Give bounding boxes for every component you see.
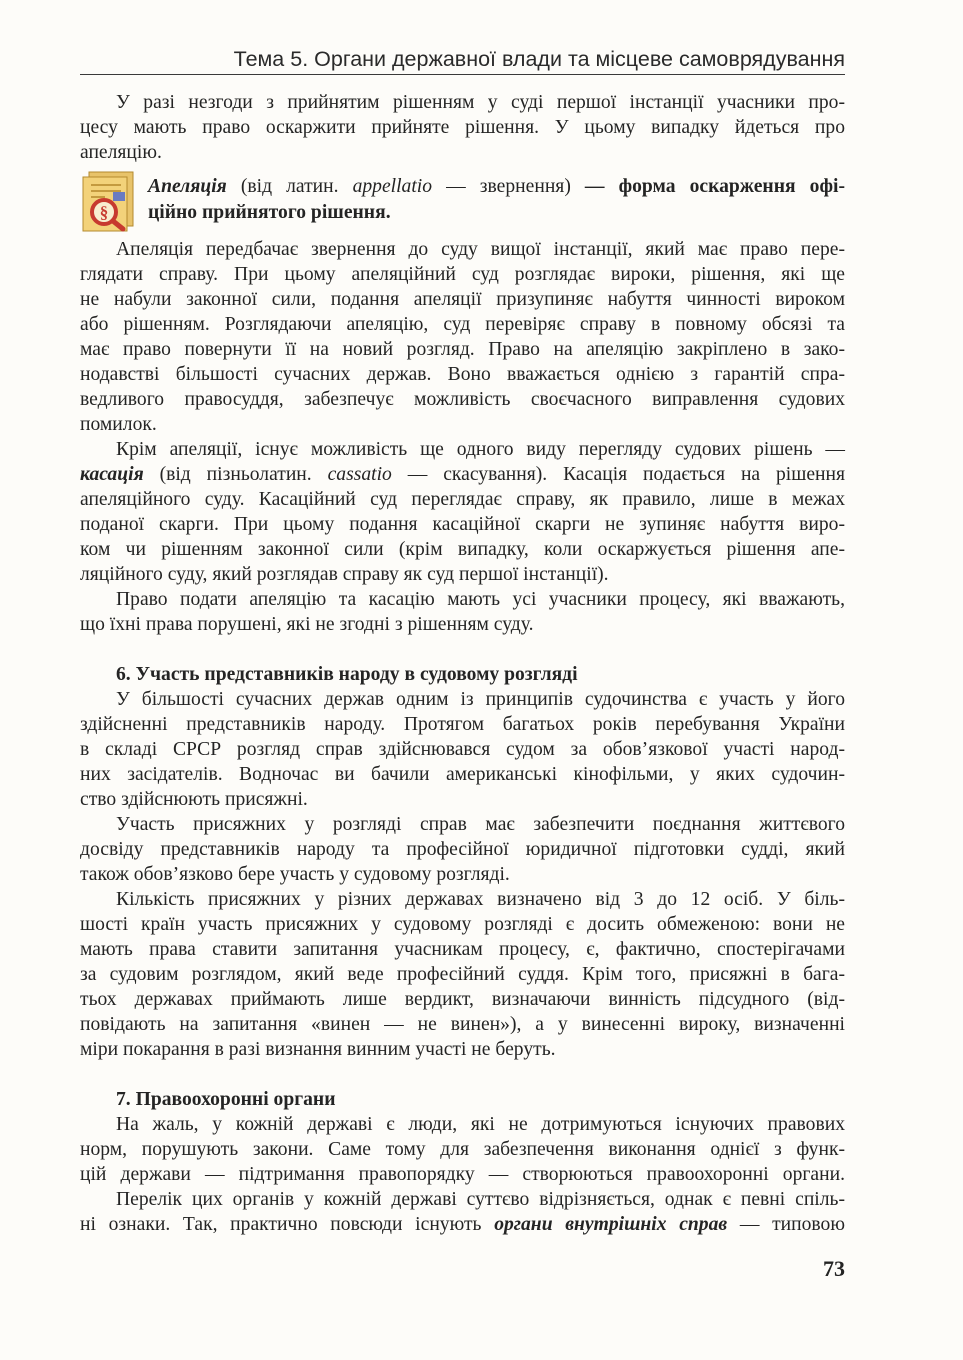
definition-text: — форма оскарження офі- — [584, 176, 845, 197]
definition-line — [148, 174, 845, 199]
header-divider — [80, 74, 845, 75]
text-line: норм, порушують закони. Саме тому для забезпечення виконання однієї з функ- — [80, 1139, 845, 1160]
text-line: за судовим розглядом, який веде професійний суддя. Крім того, присяжні в бага- — [80, 964, 845, 985]
text-line: здійсненні представників народу. Протягом багатьох років перебування України — [80, 714, 845, 735]
text-line: цесу мають право оскаржити прийняте рішення. У цьому випадку йдеться про — [80, 117, 845, 138]
text-line — [80, 1212, 845, 1237]
section-heading-6: 6. Участь представників народу в судовому розгляді — [116, 664, 578, 685]
text-line: ляційного суду, який розглядав справу як суд першої інстанції). — [80, 564, 609, 585]
definition-origin: (від латин. — [240, 176, 339, 197]
text-line: має право повернути її на новий розгляд. Право на апеляцію закріплено в зако- — [80, 339, 845, 360]
text-line — [80, 462, 845, 487]
section-heading-7: 7. Правоохоронні органи — [116, 1089, 336, 1110]
definition-origin-meaning: — звернення) — [446, 176, 571, 197]
text-line: апеляційного суду. Касаційний суд переглядає справу, як правило, лише в межах — [80, 489, 845, 510]
text-line: або рішенням. Розглядаючи апеляцію, суд перевіряє справу в повному обсязі та — [80, 314, 845, 335]
text-line: У більшості сучасних держав одним із принципів судочинства є участь у його — [116, 689, 845, 710]
text-line: ком чи рішенням законної сили (крім випадку, коли оскаржується рішення апе- — [80, 539, 845, 560]
running-header-title: Тема 5. Органи державної влади та місцеве самоврядування — [233, 47, 845, 71]
svg-text:§: § — [99, 203, 109, 222]
page-number: 73 — [823, 1256, 845, 1281]
text-fragment: — скасування). Касація подається на рішення — [407, 464, 846, 485]
text-fragment: (від пізньолатин. — [159, 464, 312, 485]
text-line: Участь присяжних у розгляді справ має забезпечити поєднання життєвого — [116, 814, 845, 835]
text-line: повідають на запитання «винен — не винен»), а у винесенні вироку, визначенні — [80, 1014, 845, 1035]
text-line: нодавстві більшості сучасних держав. Воно вважається однією з гарантій спра- — [80, 364, 845, 385]
text-line: ведливого правосуддя, забезпечує можливість своєчасного виправлення судових — [80, 389, 845, 410]
definition-term: Апеляція — [148, 176, 227, 197]
text-line: ство здійснюють присяжні. — [80, 789, 308, 810]
text-line: мають права ставити запитання учасникам процесу, є, фактично, спостерігачами — [80, 939, 845, 960]
term-internal-affairs: органи внутрішніх справ — [494, 1214, 728, 1235]
text-line: поданої скарги. При цьому подання касаційної скарги не зупиняє набуття виро- — [80, 514, 845, 535]
latin-word: appellatio — [352, 176, 433, 197]
text-line: в складі СРСР розгляд справ здійснювався судом за обов’язкової участі народ- — [80, 739, 845, 760]
text-line: На жаль, у кожній державі є люди, які не дотримуються існуючих правових — [116, 1114, 845, 1135]
text-line: міри покарання в разі визнання винним участі не беруть. — [80, 1039, 556, 1060]
text-line: У разі незгоди з прийнятим рішенням у суді першої інстанції учасники про- — [116, 92, 845, 113]
text-fragment: ні ознаки. Так, практично повсюди існують — [80, 1214, 482, 1235]
definition-text: ційно прийнятого рішення. — [148, 202, 391, 223]
text-line: також обов’язково бере участь у судовому розгляді. — [80, 864, 510, 885]
text-line: що їхні права порушені, які не згодні з рішенням суду. — [80, 614, 534, 635]
text-line: Перелік цих органів у кожній державі суттєво відрізняється, однак є певні спіль- — [116, 1189, 845, 1210]
text-fragment: — типовою — [739, 1214, 845, 1235]
text-line: шості країн участь присяжних у судовому розгляді є досить обмеженою: вони не — [80, 914, 845, 935]
text-line: Апеляція передбачає звернення до суду вищої інстанції, який має право пере- — [116, 239, 845, 260]
text-line: них засідателів. Водночас ви бачили американські кінофільми, у яких судочин- — [80, 764, 845, 785]
text-line: помилок. — [80, 414, 157, 435]
text-line: глядати справу. При цьому апеляційний суд розглядає вироки, рішення, які ще — [80, 264, 845, 285]
term-kasatsiia: касація — [80, 464, 144, 485]
text-line: досвіду представників народу та професійної юридичної підготовки судді, який — [80, 839, 845, 860]
text-line: цій держави — підтримання правопорядку — створюються правоохоронні органи. — [80, 1164, 845, 1185]
law-book-magnifier-icon — [79, 170, 137, 232]
text-line: Крім апеляції, існує можливість ще одного виду перегляду судових рішень — — [116, 439, 845, 460]
text-line: не набули законної сили, подання апеляції призупиняє набуття чинності вироком — [80, 289, 845, 310]
text-line: Право подати апеляцію та касацію мають усі учасники процесу, які вважають, — [116, 589, 845, 610]
text-line: апеляцію. — [80, 142, 162, 163]
text-line: тьох державах приймають лише вердикт, визначаючи винність підсудного (від- — [80, 989, 845, 1010]
latin-word: cassatio — [327, 464, 392, 485]
text-line: Кількість присяжних у різних державах визначено від 3 до 12 осіб. У біль- — [116, 889, 845, 910]
